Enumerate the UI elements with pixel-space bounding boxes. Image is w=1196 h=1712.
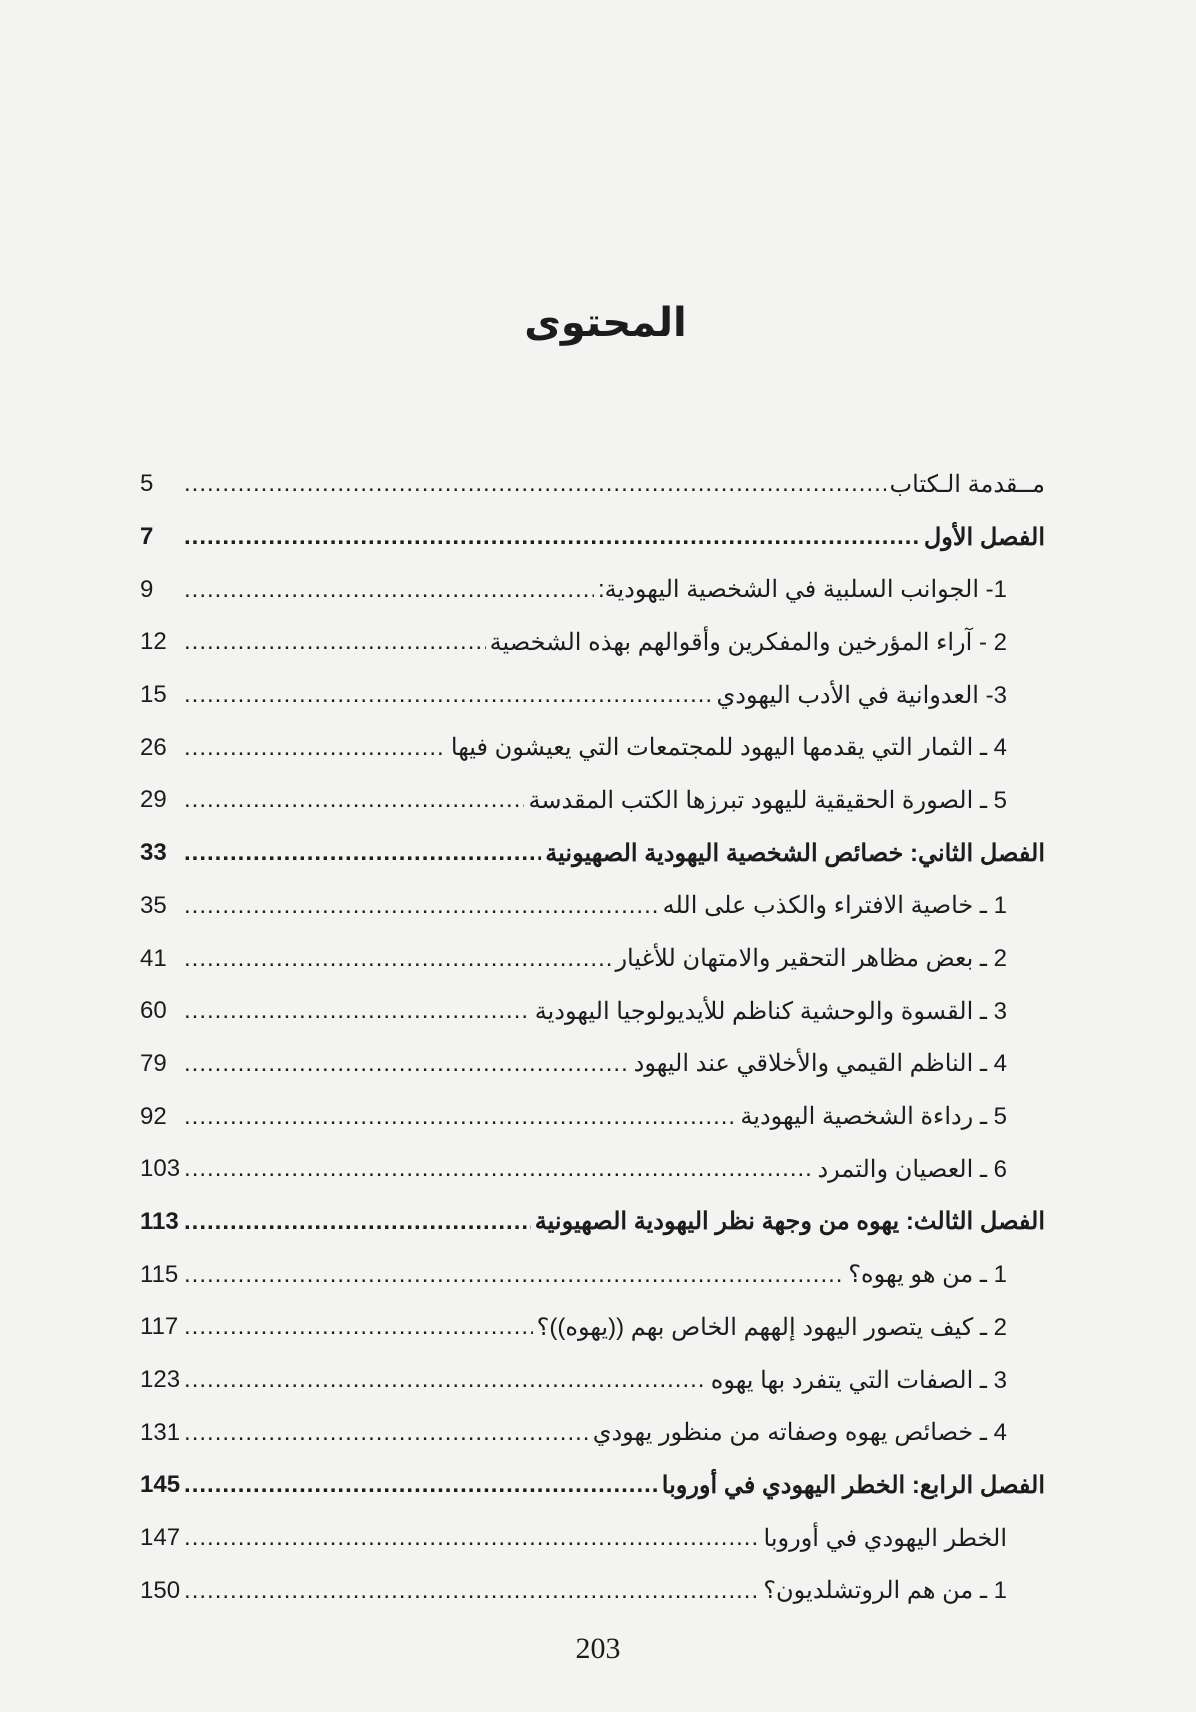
toc-entry	[140, 1406, 1045, 1459]
dot-leader	[184, 1208, 531, 1236]
entry-title: الفصل الثالث: يهوه من وجهة نظر اليهودية الصهيونية	[534, 1208, 1045, 1236]
toc-entry	[140, 1301, 1045, 1354]
dot-leader	[184, 734, 447, 762]
toc-entry	[140, 721, 1045, 774]
toc-entry	[140, 669, 1045, 722]
dot-leader	[184, 523, 920, 551]
toc-entry	[140, 616, 1045, 669]
entry-page-number: 150	[140, 1576, 181, 1604]
dot-leader	[184, 576, 594, 604]
entry-title: 3 ـ الصفات التي يتفرد بها يهوه	[710, 1366, 1007, 1394]
toc-entry	[140, 1248, 1045, 1301]
toc-entry	[140, 1354, 1045, 1407]
entry-title: الفصل الثاني: خصائص الشخصية اليهودية الصهيونية	[545, 839, 1045, 867]
entry-page-number: 117	[140, 1313, 179, 1341]
entry-page-number: 145	[140, 1471, 181, 1499]
toc-entry	[140, 1090, 1045, 1143]
entry-title: 4 ـ خصائص يهوه وصفاته من منظور يهودي	[592, 1419, 1007, 1447]
entry-title: الفصل الرابع: الخطر اليهودي في أوروبا	[661, 1471, 1045, 1499]
dot-leader	[184, 1103, 736, 1131]
dot-leader	[184, 786, 524, 814]
page-title: المحتوى	[524, 300, 687, 346]
toc-entry	[140, 774, 1045, 827]
dot-leader	[184, 1050, 630, 1078]
dot-leader	[184, 1577, 759, 1605]
page-number: 203	[575, 1632, 621, 1665]
toc-entry	[140, 458, 1045, 511]
dot-leader	[184, 1419, 589, 1447]
entry-page-number: 5	[140, 470, 154, 498]
toc-entry	[140, 880, 1045, 933]
entry-title: 1- الجوانب السلبية في الشخصية اليهودية:	[597, 576, 1007, 604]
toc-chapter-entry	[140, 1196, 1045, 1249]
entry-page-number: 123	[140, 1366, 181, 1394]
entry-page-number: 35	[140, 891, 167, 919]
table-of-contents	[140, 458, 1045, 1617]
dot-leader	[184, 470, 886, 498]
entry-title: 3 ـ القسوة والوحشية كناظم للأيديولوجيا اليهودية	[534, 997, 1007, 1025]
entry-page-number: 115	[140, 1260, 179, 1288]
toc-entry	[140, 1143, 1045, 1196]
toc-chapter-entry	[140, 511, 1045, 564]
toc-entry	[140, 932, 1045, 985]
entry-page-number: 103	[140, 1155, 181, 1183]
dot-leader	[184, 1261, 844, 1289]
entry-page-number: 15	[140, 681, 167, 709]
dot-leader	[184, 1313, 533, 1341]
entry-page-number: 9	[140, 575, 154, 603]
toc-chapter-entry	[140, 1459, 1045, 1512]
entry-page-number: 92	[140, 1102, 167, 1130]
dot-leader	[184, 1524, 759, 1552]
toc-entry	[140, 1512, 1045, 1565]
entry-page-number: 29	[140, 786, 167, 814]
toc-entry	[140, 1564, 1045, 1617]
entry-page-number: 113	[140, 1207, 179, 1235]
entry-title: الفصل الأول	[923, 523, 1045, 551]
toc-entry	[140, 985, 1045, 1038]
entry-page-number: 41	[140, 944, 167, 972]
entry-page-number: 131	[140, 1418, 181, 1446]
entry-title: 2 ـ كيف يتصور اليهود إلههم الخاص بهم ((يهوه))؟	[536, 1313, 1007, 1341]
toc-entry	[140, 563, 1045, 616]
entry-page-number: 147	[140, 1524, 181, 1552]
entry-title: 2 - آراء المؤرخين والمفكرين وأقوالهم بهذه الشخصية	[489, 628, 1007, 656]
dot-leader	[184, 892, 659, 920]
entry-title: 2 ـ بعض مظاهر التحقير والامتهان للأغيار	[615, 945, 1007, 973]
toc-chapter-entry	[140, 827, 1045, 880]
dot-leader	[184, 628, 486, 656]
entry-page-number: 33	[140, 839, 167, 867]
entry-title: 1 ـ خاصية الافتراء والكذب على الله	[662, 892, 1007, 920]
entry-title: 1 ـ من هو يهوه؟	[848, 1261, 1007, 1289]
dot-leader	[184, 945, 611, 973]
dot-leader	[184, 681, 713, 709]
entry-title: 5 ـ رداءة الشخصية اليهودية	[740, 1103, 1007, 1131]
entry-title: مــقدمة الـكتاب	[889, 470, 1045, 498]
entry-title: 4 ـ الناظم القيمي والأخلاقي عند اليهود	[633, 1050, 1007, 1078]
dot-leader	[184, 1155, 813, 1183]
dot-leader	[184, 1471, 658, 1499]
dot-leader	[184, 997, 531, 1025]
entry-page-number: 12	[140, 628, 167, 656]
dot-leader	[184, 1366, 707, 1394]
entry-title: 1 ـ من هم الروتشلديون؟	[763, 1577, 1007, 1605]
toc-entry	[140, 1038, 1045, 1091]
entry-title: الخطر اليهودي في أوروبا	[763, 1524, 1007, 1552]
entry-title: 4 ـ الثمار التي يقدمها اليهود للمجتمعات التي يعيشون فيها	[450, 734, 1007, 762]
entry-title: 6 ـ العصيان والتمرد	[817, 1155, 1007, 1183]
entry-title: 3- العدوانية في الأدب اليهودي	[716, 681, 1007, 709]
entry-page-number: 7	[140, 523, 154, 551]
entry-page-number: 79	[140, 1049, 167, 1077]
entry-page-number: 60	[140, 997, 167, 1025]
entry-page-number: 26	[140, 733, 167, 761]
entry-title: 5 ـ الصورة الحقيقية لليهود تبرزها الكتب المقدسة	[528, 786, 1007, 814]
dot-leader	[184, 839, 541, 867]
